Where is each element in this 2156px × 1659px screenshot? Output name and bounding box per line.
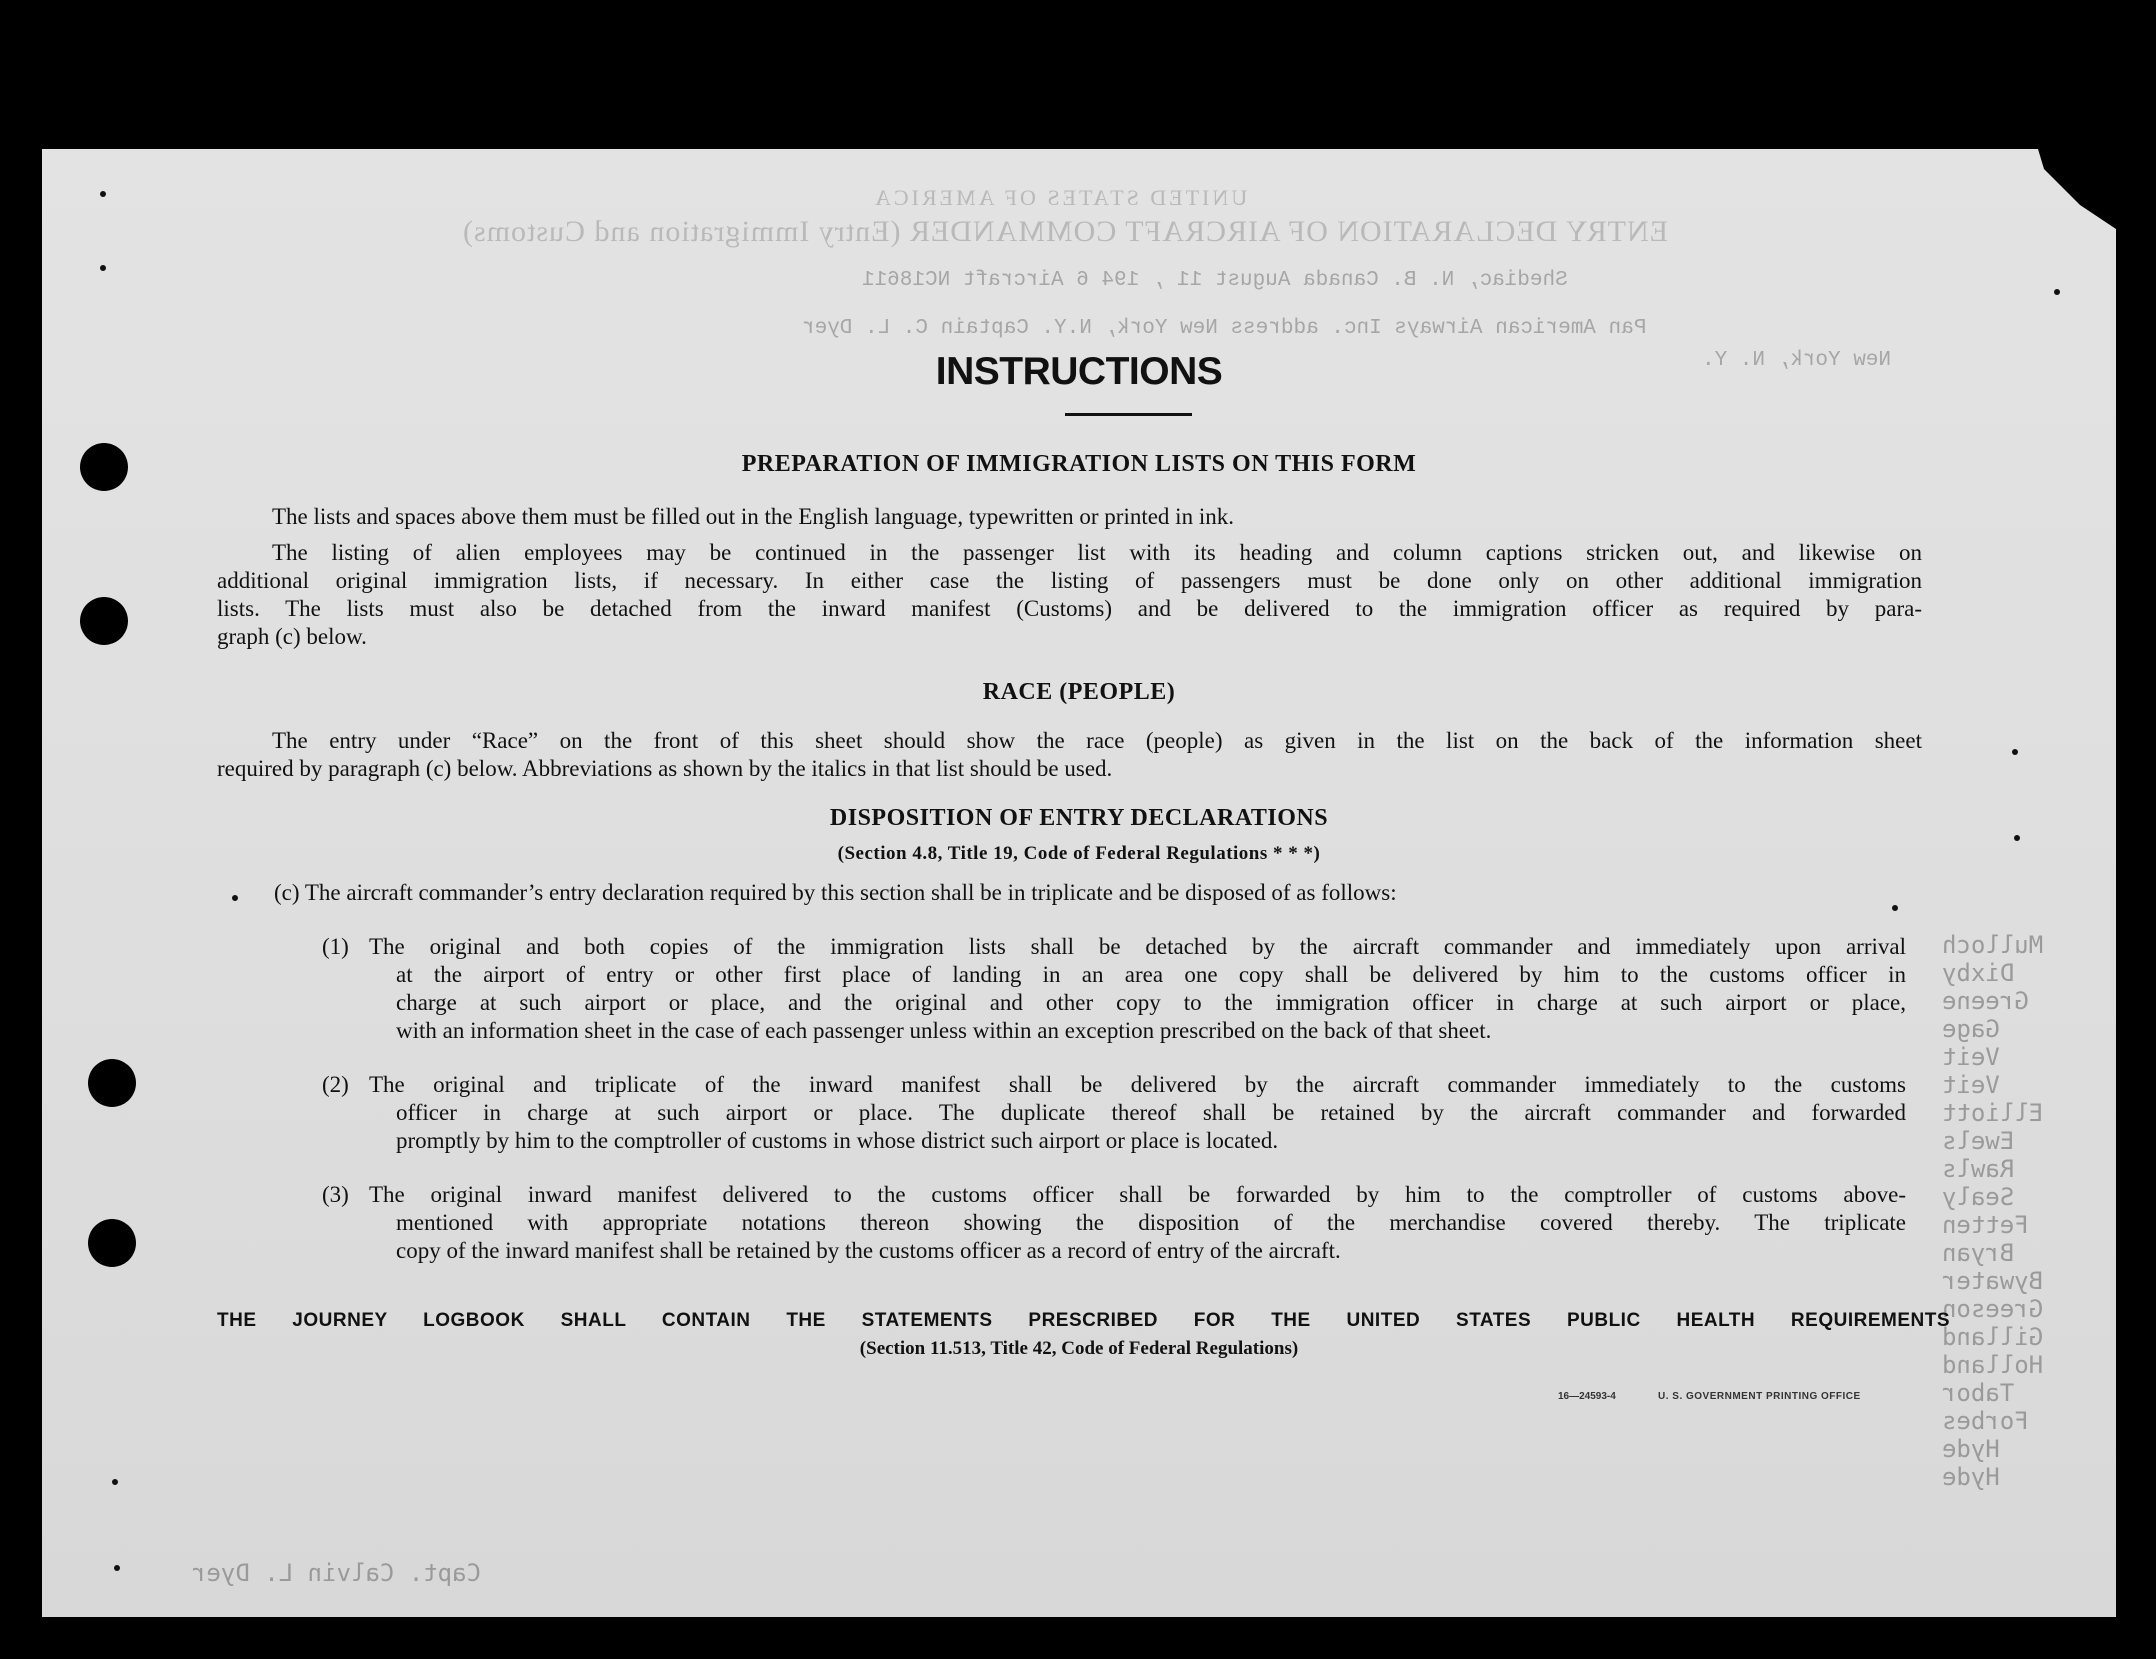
bleed-through-name: Ewels — [1942, 1127, 2015, 1155]
bleed-through-name: Fetten — [1942, 1211, 2029, 1239]
text-line: The original inward manifest delivered to the customs officer shall be forwarded by him to the comptroller of customs above- — [369, 1182, 1906, 1207]
bleed-through-name: Veit — [1942, 1071, 2000, 1099]
bleed-through-name: Forbes — [1942, 1407, 2029, 1435]
bleed-through-name: Greeson — [1942, 1295, 2044, 1323]
heading-preparation: PREPARATION OF IMMIGRATION LISTS ON THIS FORM — [741, 451, 1417, 477]
bleed-through-name: Tabor — [1942, 1379, 2015, 1407]
bleed-through-city-line: New York, N. Y. — [1702, 349, 1892, 372]
text-line: The entry under “Race” on the front of this sheet should show the race (people) as given in the list on the back of the information sheet — [272, 728, 1922, 753]
text-line: additional original immigration lists, if necessary. In either case the listing of passengers must be done only on other additional immigration — [217, 568, 1922, 593]
text-line: required by paragraph (c) below. Abbreviations as shown by the italics in that list should be used. — [217, 756, 1113, 781]
bleed-through-name: Dixby — [1942, 959, 2015, 987]
disposition-citation: (Section 4.8, Title 19, Code of Federal Regulations * * *) — [837, 843, 1321, 864]
bleed-through-name: Mulloch — [1942, 931, 2044, 959]
text-line: graph (c) below. — [217, 624, 367, 649]
bleed-through-name: Greene — [1942, 987, 2029, 1015]
page-title: INSTRUCTIONS — [935, 350, 1223, 393]
item-number: (2) — [322, 1072, 349, 1097]
text-line: copy of the inward manifest shall be retained by the customs officer as a record of entry of the aircraft. — [396, 1238, 1341, 1263]
text-line: officer in charge at such airport or place. The duplicate thereof shall be retained by the aircraft commander and forwarded — [396, 1100, 1906, 1125]
text-line: charge at such airport or place, and the original and other copy to the immigration officer in charge at such airport or place, — [396, 990, 1906, 1015]
document-page — [42, 149, 2116, 1617]
item-number: (3) — [322, 1182, 349, 1207]
race-paragraph — [217, 727, 1922, 783]
text-line: The listing of alien employees may be continued in the passenger list with its heading and column captions stricken out, and likewise on — [272, 540, 1922, 565]
bleed-through-name: Veit — [1942, 1043, 2000, 1071]
item-number: (1) — [322, 934, 349, 959]
text-line: lists. The lists must also be detached from the inward manifest (Customs) and be delivered to the immigration officer as required by para- — [217, 596, 1922, 621]
journey-logbook-statement: THE JOURNEY LOGBOOK SHALL CONTAIN THE STATEMENTS PRESCRIBED FOR THE UNITED STATES PUBLIC HEALTH REQUIREMENTS — [217, 1310, 1950, 1331]
bleed-through-name: Elliott — [1942, 1099, 2044, 1127]
preparation-paragraph-1: The lists and spaces above them must be filled out in the English language, typewritten or printed in ink. — [272, 504, 1234, 529]
text-line: at the airport of entry or other first place of landing in an area one copy shall be delivered by him to the customs officer in — [396, 962, 1906, 987]
heading-race: RACE (PEOPLE) — [982, 679, 1176, 705]
bleed-through-name: Hyde — [1942, 1463, 2000, 1491]
bleed-through-name: Bryan — [1942, 1239, 2015, 1267]
bleed-through-signature: Capt. Calvin L. Dyer — [192, 1559, 481, 1587]
bleed-through-owner-line: Pan American Airways Inc. address New York, N.Y. Captain C. L. Dyer — [802, 317, 1647, 340]
bleed-through-name: Sealy — [1942, 1183, 2015, 1211]
bleed-through-title: UNITED STATES OF AMERICA — [872, 185, 1248, 210]
print-code: 16—24593-4 — [1558, 1391, 1616, 1402]
heading-disposition: DISPOSITION OF ENTRY DECLARATIONS — [829, 805, 1329, 831]
bleed-through-name: Gilland — [1942, 1323, 2044, 1351]
text-line: with an information sheet in the case of each passenger unless within an exception prescribed on the back of that sheet. — [396, 1018, 1492, 1043]
journey-logbook-citation: (Section 11.513, Title 42, Code of Federal Regulations) — [859, 1338, 1299, 1359]
instructions-content — [42, 149, 2116, 1617]
paragraph-c: (c) The aircraft commander’s entry declaration required by this section shall be in triplicate and be disposed of as follows: — [274, 880, 1397, 905]
text-line: promptly by him to the comptroller of customs in whose district such airport or place is located. — [396, 1128, 1279, 1153]
preparation-paragraph-2 — [217, 539, 1922, 651]
bleed-through-name: Hyde — [1942, 1435, 2000, 1463]
bleed-through-subtitle: ENTRY DECLARATION OF AIRCRAFT COMMANDER (Entry Immigration and Customs) — [462, 215, 1669, 248]
bleed-through-name: Gage — [1942, 1015, 2000, 1043]
printing-office-imprint: U. S. GOVERNMENT PRINTING OFFICE — [1658, 1391, 1861, 1402]
text-line: mentioned with appropriate notations thereon showing the disposition of the merchandise covered thereby. The triplicate — [396, 1210, 1906, 1235]
title-underline — [1065, 413, 1192, 416]
bleed-through-date-line: Shediac, N. B. Canada August 11 , 194 6 Aircraft NC18611 — [862, 269, 1568, 292]
bleed-through-name: Bywater — [1942, 1267, 2044, 1295]
text-line: The original and triplicate of the inward manifest shall be delivered by the aircraft commander immediately to the customs — [369, 1072, 1906, 1097]
bleed-through-name: Holland — [1942, 1351, 2044, 1379]
bleed-through-name: Rawls — [1942, 1155, 2015, 1183]
text-line: The original and both copies of the immigration lists shall be detached by the aircraft commander and immediately upon arrival — [369, 934, 1906, 959]
